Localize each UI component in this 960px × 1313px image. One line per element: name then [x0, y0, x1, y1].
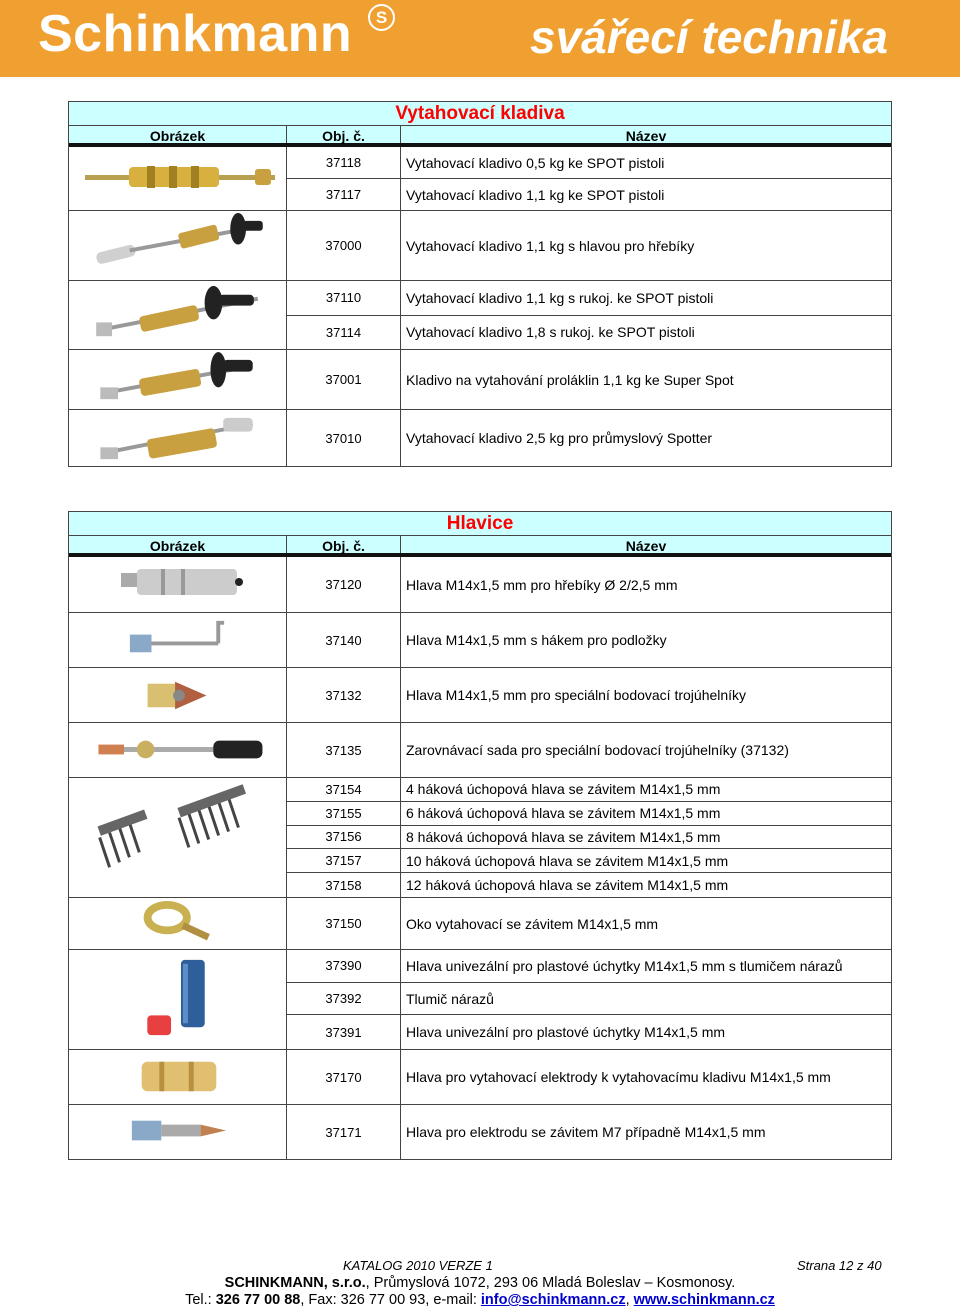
- item-number: 37132: [325, 687, 362, 703]
- item-name: Tlumič nárazů: [401, 983, 891, 1016]
- hammer-image: [69, 281, 287, 349]
- item-name: Hlava M14x1,5 mm pro hřebíky Ø 2/2,5 mm: [406, 576, 678, 593]
- fax-text: , Fax: 326 77 00 93, e-mail:: [300, 1292, 481, 1308]
- table-row: [69, 667, 891, 722]
- item-number: 37391: [325, 1024, 362, 1040]
- head-image: [69, 950, 287, 1049]
- table-header: [69, 126, 891, 147]
- registered-mark: S: [368, 4, 395, 31]
- table-row: [69, 777, 891, 897]
- table-row: [69, 210, 891, 280]
- product-image: [69, 1050, 287, 1104]
- table-row: [69, 147, 891, 210]
- head-image: [69, 723, 287, 777]
- hammer-image: [69, 350, 287, 409]
- item-number: 37154: [287, 778, 400, 802]
- item-name: Vytahovací kladivo 2,5 kg pro průmyslový Spotter: [406, 430, 713, 446]
- item-name: 6 háková úchopová hlava se závitem M14x1,5 mm: [401, 802, 891, 826]
- hammer-image: [69, 211, 287, 280]
- product-image: [69, 668, 287, 722]
- item-number: 37110: [325, 290, 362, 306]
- product-image: [69, 211, 287, 280]
- product-image: [69, 410, 287, 466]
- item-number: 37010: [325, 430, 362, 446]
- table-row: [69, 897, 891, 949]
- head-image: [69, 898, 287, 949]
- item-number: 37171: [325, 1124, 362, 1140]
- table-row: [69, 557, 891, 612]
- web-link[interactable]: www.schinkmann.cz: [633, 1292, 775, 1308]
- table-row: [69, 349, 891, 409]
- contact-line: [0, 1292, 960, 1308]
- item-number: 37155: [287, 802, 400, 826]
- item-number: 37114: [287, 315, 400, 350]
- table-row: [69, 949, 891, 1049]
- table-row: [69, 1049, 891, 1104]
- item-number: 37150: [325, 916, 362, 931]
- product-image: [69, 281, 287, 349]
- table-row: [69, 280, 891, 349]
- item-number: 37135: [325, 742, 362, 758]
- product-image: [69, 778, 287, 897]
- head-image: [69, 613, 287, 667]
- hammer-image: [69, 410, 287, 466]
- table-row: [69, 722, 891, 777]
- header-name: Název: [625, 128, 667, 144]
- product-image: [69, 723, 287, 777]
- product-image: [69, 350, 287, 409]
- hammer-image: [69, 147, 287, 210]
- header-image: Obrázek: [69, 536, 287, 553]
- item-name: Vytahovací kladivo 1,1 kg s rukoj. ke SPOT pistoli: [406, 289, 714, 306]
- item-name: Hlava univezální pro plastové úchytky M14x1,5 mm s tlumičem nárazů: [401, 950, 891, 983]
- item-name: Vytahovací kladivo 1,1 kg s hlavou pro hřebíky: [406, 237, 695, 254]
- item-number: 37158: [325, 877, 362, 893]
- header-number: Obj. č.: [287, 536, 401, 553]
- catalog-version: KATALOG 2010 VERZE 1: [343, 1258, 493, 1273]
- head-image: [69, 557, 287, 612]
- item-number: 37000: [325, 238, 362, 253]
- item-name: Vytahovací kladivo 1,1 kg ke SPOT pistoli: [401, 178, 891, 210]
- item-name: 12 háková úchopová hlava se závitem M14x1,5 mm: [406, 877, 729, 894]
- product-image: [69, 898, 287, 949]
- tagline: svářecí technika: [530, 11, 889, 63]
- table-heads: [68, 511, 892, 1160]
- item-number: 37390: [287, 950, 400, 983]
- item-name: Hlava M14x1,5 mm pro speciální bodovací trojúhelníky: [406, 687, 747, 703]
- item-name: Vytahovací kladivo 1,8 s rukoj. ke SPOT pistoli: [401, 315, 891, 350]
- table-row: [69, 612, 891, 667]
- tel-number: 326 77 00 88: [215, 1292, 301, 1308]
- item-number: 37118: [325, 155, 362, 170]
- product-image: [69, 1105, 287, 1159]
- company-address: , Průmyslová 1072, 293 06 Mladá Boleslav – Kosmonosy.: [365, 1275, 736, 1291]
- item-name: 10 háková úchopová hlava se závitem M14x1,5 mm: [401, 849, 891, 873]
- section-title: Vytahovací kladiva: [69, 102, 891, 126]
- item-number: 37001: [325, 372, 362, 387]
- head-image: [69, 668, 287, 722]
- table-row: [69, 1104, 891, 1159]
- brand-logo: Schinkmann: [38, 5, 353, 63]
- company-line: [0, 1275, 960, 1291]
- item-number: 37392: [287, 983, 400, 1016]
- item-name: Hlava univezální pro plastové úchytky M14x1,5 mm: [406, 1024, 726, 1041]
- item-name: Vytahovací kladivo 0,5 kg ke SPOT pistoli: [406, 154, 665, 171]
- item-number: 37117: [287, 178, 400, 210]
- table-pulling-hammers: [68, 101, 892, 467]
- separator: ,: [625, 1292, 634, 1308]
- head-image: [69, 1050, 287, 1104]
- header-image: Obrázek: [69, 126, 287, 143]
- section-title: Hlavice: [69, 512, 891, 536]
- head-image: [69, 1105, 287, 1159]
- product-image: [69, 950, 287, 1049]
- item-name: 4 háková úchopová hlava se závitem M14x1,5 mm: [401, 778, 891, 802]
- table-row: [69, 409, 891, 466]
- item-name: Hlava M14x1,5 mm s hákem pro podložky: [406, 632, 667, 648]
- item-number: 37120: [325, 577, 362, 592]
- table-header: [69, 536, 891, 557]
- item-name: Oko vytahovací se závitem M14x1,5 mm: [406, 915, 659, 932]
- item-name: Kladivo na vytahování proláklin 1,1 kg ke Super Spot: [406, 371, 734, 388]
- header-number: Obj. č.: [287, 126, 401, 143]
- tel-label: Tel.:: [185, 1292, 216, 1308]
- email-link[interactable]: info@schinkmann.cz: [480, 1292, 626, 1308]
- product-image: [69, 147, 287, 210]
- head-image: [69, 778, 287, 897]
- product-image: [69, 557, 287, 612]
- product-image: [69, 613, 287, 667]
- item-number: 37140: [325, 632, 362, 648]
- company-name: SCHINKMANN, s.r.o.: [224, 1275, 366, 1291]
- item-name: Hlava pro elektrodu se závitem M7 případně M14x1,5 mm: [406, 1124, 766, 1140]
- item-number: 37170: [325, 1069, 362, 1085]
- header-banner: [0, 0, 960, 77]
- header-name: Název: [625, 538, 667, 554]
- item-name: Zarovnávací sada pro speciální bodovací trojúhelníky (37132): [406, 742, 789, 758]
- page-number: Strana 12 z 40: [797, 1258, 882, 1273]
- item-name: 8 háková úchopová hlava se závitem M14x1,5 mm: [401, 826, 891, 850]
- item-number: 37157: [287, 849, 400, 873]
- item-number: 37156: [287, 826, 400, 850]
- item-name: Hlava pro vytahovací elektrody k vytahovacímu kladivu M14x1,5 mm: [406, 1069, 831, 1085]
